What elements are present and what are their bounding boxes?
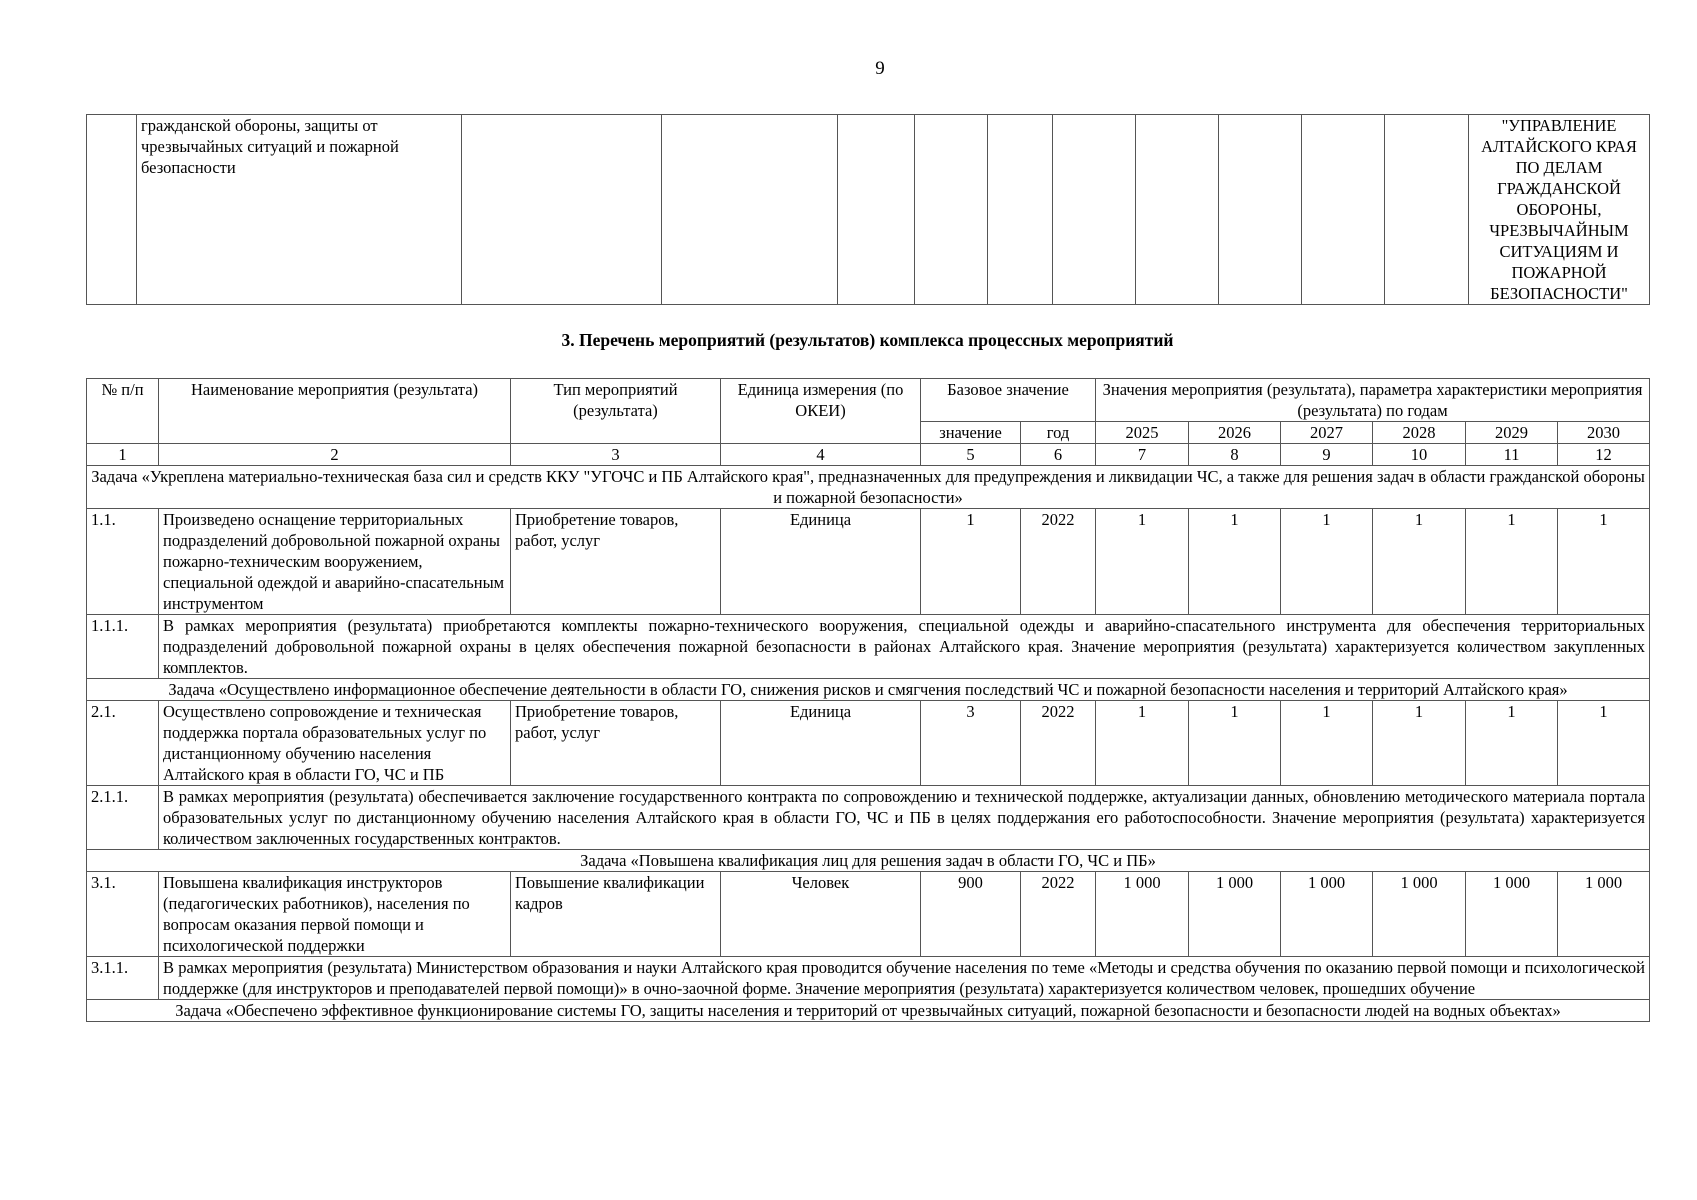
- column-number: 11: [1466, 444, 1558, 466]
- measure-description: В рамках мероприятия (результата) приобретаются комплекты пожарно-технического вооружения, специальной одежды и аварийно-спасательного инструмента для обеспечения территориальных подразделений добровольной пожарной охраны в целях обеспечения пожарной безопасности в районах Алтайского края. Значение мероприятия (результата) характеризуется количеством закупленных комплектов.: [159, 615, 1650, 679]
- column-number: 12: [1558, 444, 1650, 466]
- measure-type: Приобретение товаров, работ, услуг: [511, 701, 721, 786]
- description-row: [87, 786, 1650, 850]
- header-base: Базовое значение: [921, 379, 1096, 422]
- column-numbers-row: [87, 444, 1650, 466]
- year-value: 1 000: [1281, 872, 1373, 957]
- cell-empty: [462, 115, 662, 305]
- measure-unit: Единица: [721, 509, 921, 615]
- column-number: 4: [721, 444, 921, 466]
- row-number: 2.1.: [87, 701, 159, 786]
- header-type: Тип мероприятий (результата): [511, 379, 721, 444]
- continuation-table: [86, 114, 1650, 305]
- year-value: 1: [1373, 509, 1466, 615]
- header-base-year: год: [1021, 422, 1096, 444]
- measure-type: Приобретение товаров, работ, услуг: [511, 509, 721, 615]
- base-value: 3: [921, 701, 1021, 786]
- row-number: 3.1.: [87, 872, 159, 957]
- header-base-value: значение: [921, 422, 1021, 444]
- column-number: 7: [1096, 444, 1189, 466]
- row-number: 3.1.1.: [87, 957, 159, 1000]
- measure-unit: Человек: [721, 872, 921, 957]
- header-year: 2030: [1558, 422, 1650, 444]
- cell-empty: [1385, 115, 1469, 305]
- year-value: 1: [1558, 701, 1650, 786]
- task-row: [87, 466, 1650, 509]
- header-year: 2029: [1466, 422, 1558, 444]
- year-value: 1: [1466, 509, 1558, 615]
- cell-empty: [662, 115, 838, 305]
- table-row: [87, 701, 1650, 786]
- year-value: 1: [1189, 509, 1281, 615]
- measure-unit: Единица: [721, 701, 921, 786]
- description-row: [87, 957, 1650, 1000]
- base-year: 2022: [1021, 701, 1096, 786]
- year-value: 1 000: [1189, 872, 1281, 957]
- year-value: 1: [1096, 701, 1189, 786]
- cell-empty: [838, 115, 915, 305]
- measure-description: В рамках мероприятия (результата) Министерством образования и науки Алтайского края проводится обучение населения по теме «Методы и средства обучения по оказанию первой помощи и психологической поддержке (для инструкторов и преподавателей первой помощи)» в очно-заочной форме. Значение мероприятия (результата) характеризуется количеством человек, прошедших обучение: [159, 957, 1650, 1000]
- year-value: 1: [1096, 509, 1189, 615]
- cell-empty: [1302, 115, 1385, 305]
- year-value: 1: [1466, 701, 1558, 786]
- measure-name: Повышена квалификация инструкторов (педагогических работников), населения по вопросам оказания первой помощи и психологической поддержки: [159, 872, 511, 957]
- continuation-row: [87, 115, 1650, 305]
- cell-empty: [988, 115, 1053, 305]
- cell-empty: [1136, 115, 1219, 305]
- task-3: Задача «Повышена квалификация лиц для решения задач в области ГО, ЧС и ПБ»: [87, 850, 1650, 872]
- task-4: Задача «Обеспечено эффективное функционирование системы ГО, защиты населения и территорий от чрезвычайных ситуаций, пожарной безопасности и безопасности людей на водных объектах»: [87, 1000, 1650, 1022]
- org-continuation: "УПРАВЛЕНИЕ АЛТАЙСКОГО КРАЯ ПО ДЕЛАМ ГРАЖДАНСКОЙ ОБОРОНЫ, ЧРЕЗВЫЧАЙНЫМ СИТУАЦИЯМ И ПОЖАРНОЙ БЕЗОПАСНОСТИ": [1469, 115, 1650, 305]
- base-value: 1: [921, 509, 1021, 615]
- task-row: [87, 1000, 1650, 1022]
- description-row: [87, 615, 1650, 679]
- column-number: 10: [1373, 444, 1466, 466]
- year-value: 1 000: [1466, 872, 1558, 957]
- row-number: 1.1.: [87, 509, 159, 615]
- task-row: [87, 850, 1650, 872]
- header-name: Наименование мероприятия (результата): [159, 379, 511, 444]
- task-row: [87, 679, 1650, 701]
- page-number: 9: [875, 58, 885, 79]
- column-number: 1: [87, 444, 159, 466]
- header-num: № п/п: [87, 379, 159, 444]
- header-year: 2028: [1373, 422, 1466, 444]
- year-value: 1: [1281, 701, 1373, 786]
- base-year: 2022: [1021, 509, 1096, 615]
- measure-description: В рамках мероприятия (результата) обеспечивается заключение государственного контракта по сопровождению и технической поддержке, актуализации данных, обновлению методического материала портала образовательных услуг по дистанционному обучению населения Алтайского края в области ГО, ЧС и ПБ в целях поддержания его работоспособности. Значение мероприятия (результата) характеризуется количеством заключенных государственных контрактов.: [159, 786, 1650, 850]
- header-row: [87, 379, 1650, 422]
- year-value: 1: [1281, 509, 1373, 615]
- row-number: 2.1.1.: [87, 786, 159, 850]
- column-number: 2: [159, 444, 511, 466]
- base-value: 900: [921, 872, 1021, 957]
- column-number: 3: [511, 444, 721, 466]
- measure-type: Повышение квалификации кадров: [511, 872, 721, 957]
- year-value: 1 000: [1373, 872, 1466, 957]
- header-unit: Единица измерения (по ОКЕИ): [721, 379, 921, 444]
- measure-name: Произведено оснащение территориальных подразделений добровольной пожарной охраны пожарно-техническим вооружением, специальной одеждой и аварийно-спасательным инструментом: [159, 509, 511, 615]
- year-value: 1: [1373, 701, 1466, 786]
- cell-empty: [915, 115, 988, 305]
- table-row: [87, 872, 1650, 957]
- cell-empty: [1053, 115, 1136, 305]
- year-value: 1: [1558, 509, 1650, 615]
- section-title: 3. Перечень мероприятий (результатов) комплекса процессных мероприятий: [561, 330, 1174, 350]
- task-1: Задача «Укреплена материально-техническая база сил и средств ККУ "УГОЧС и ПБ Алтайского края", предназначенных для предупреждения и ликвидации ЧС, а также для решения задач в области гражданской обороны и пожарной безопасности»: [87, 466, 1650, 509]
- column-number: 5: [921, 444, 1021, 466]
- task-2: Задача «Осуществлено информационное обеспечение деятельности в области ГО, снижения рисков и смягчения последствий ЧС и пожарной безопасности населения и территорий Алтайского края»: [87, 679, 1650, 701]
- column-number: 6: [1021, 444, 1096, 466]
- year-value: 1: [1189, 701, 1281, 786]
- table-row: [87, 509, 1650, 615]
- year-value: 1 000: [1096, 872, 1189, 957]
- cell-empty: [87, 115, 137, 305]
- header-year: 2025: [1096, 422, 1189, 444]
- header-year: 2026: [1189, 422, 1281, 444]
- header-year: 2027: [1281, 422, 1373, 444]
- year-value: 1 000: [1558, 872, 1650, 957]
- header-values: Значения мероприятия (результата), параметра характеристики мероприятия (результата) по годам: [1096, 379, 1650, 422]
- name-continuation: гражданской обороны, защиты от чрезвычайных ситуаций и пожарной безопасности: [137, 115, 462, 305]
- base-year: 2022: [1021, 872, 1096, 957]
- measures-table: [86, 378, 1650, 1022]
- column-number: 9: [1281, 444, 1373, 466]
- measure-name: Осуществлено сопровождение и техническая поддержка портала образовательных услуг по дистанционному обучению населения Алтайского края в области ГО, ЧС и ПБ: [159, 701, 511, 786]
- cell-empty: [1219, 115, 1302, 305]
- column-number: 8: [1189, 444, 1281, 466]
- row-number: 1.1.1.: [87, 615, 159, 679]
